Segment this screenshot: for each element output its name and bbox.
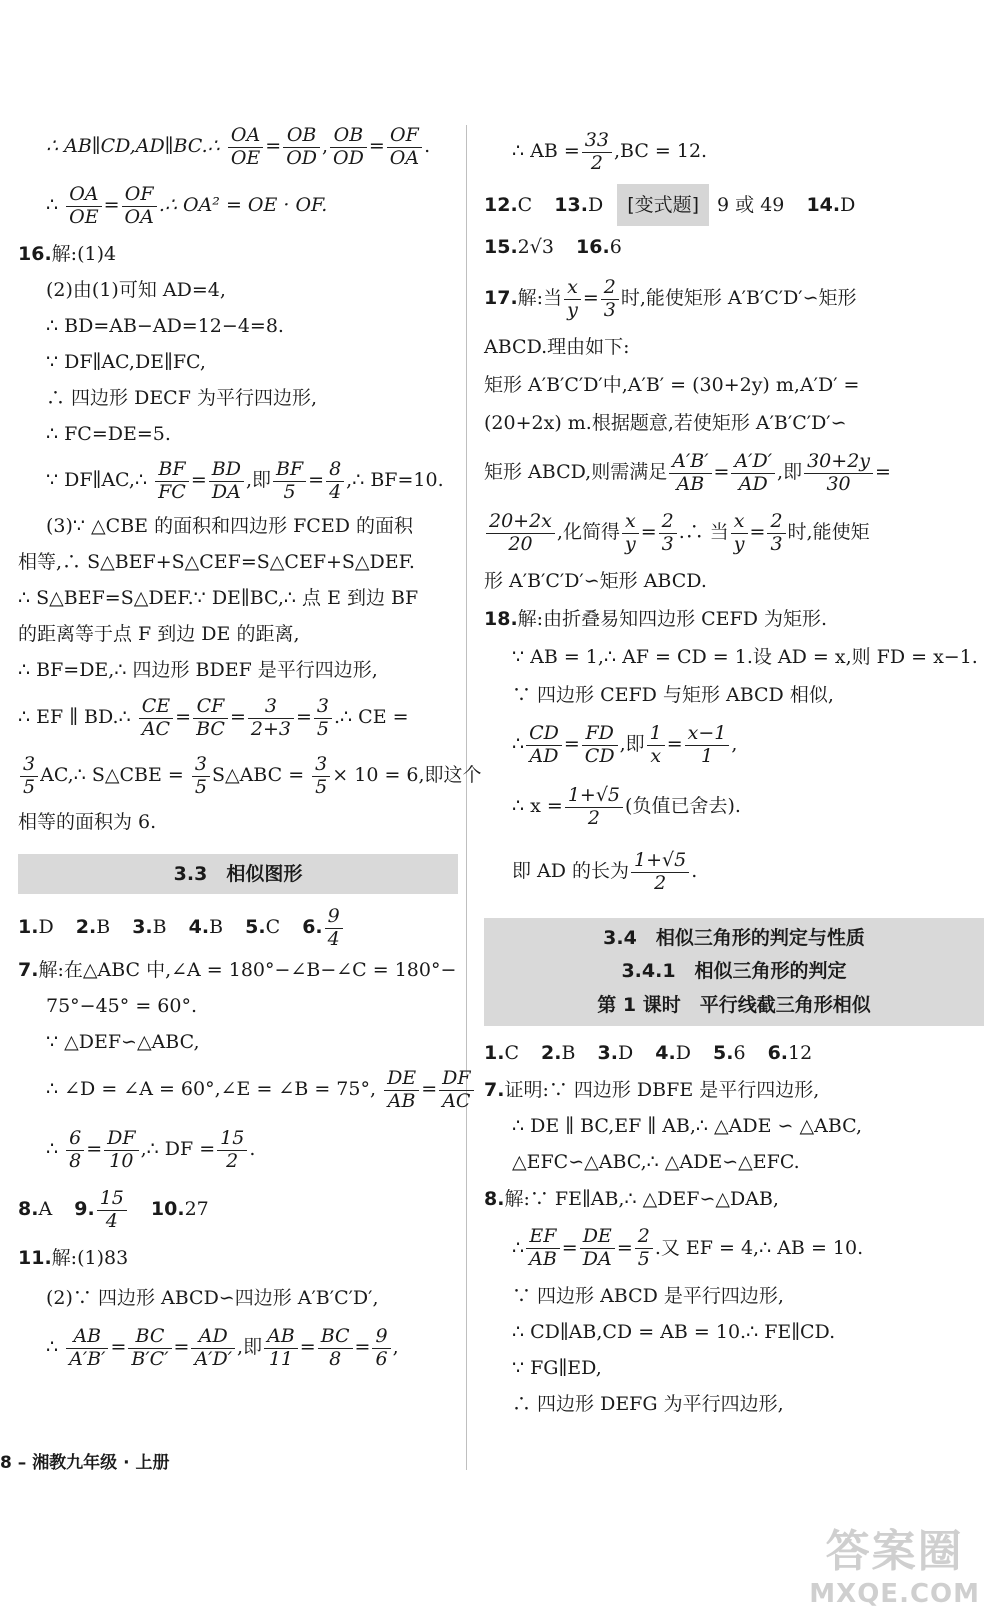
text-line: ∴ $\frac{OA}{OE}$ = $\frac{OF}{OA}$ .∴ OA² = OE · OF. xyxy=(46,182,328,228)
text-line: ∵ DF∥AC,∴ $\frac{BF}{FC}$ = $\frac{BD}{DA}$ ,即 $\frac{BF}{5}$ = $\frac{8}{4}$ ,∴ BF=10. xyxy=(46,457,444,503)
text-line: 矩形 ABCD,则需满足 $\frac{A'B'}{AB}$ = $\frac{A'D'}{AD}$ ,即 $\frac{30+2y}{30}$ = xyxy=(484,449,891,495)
answer-row: 15.2√3 16.6 xyxy=(484,236,622,258)
text-line: ∴ S△BEF=S△DEF.∵ DE∥BC,∴ 点 E 到边 BF xyxy=(18,587,419,609)
lesson-title: 第 1 课时 平行线截三角形相似 xyxy=(597,993,871,1016)
question-8: 8.解:∵ FE∥AB,∴ △DEF∽△DAB, xyxy=(484,1187,779,1210)
text-line: ∴ ∠D = ∠A = 60°,∠E = ∠B = 75°, $\frac{DE}{AB}$ = $\frac{DF}{AC}$ xyxy=(18,1060,458,1118)
page-footer xyxy=(0,1448,169,1473)
section-heading-3-3: 3.3 相似图形 xyxy=(18,854,458,894)
watermark xyxy=(809,1515,980,1609)
text-line: ∴ $\frac{6}{8}$ = $\frac{DF}{10}$ ,∴ DF = $\frac{15}{2}$ . xyxy=(46,1126,256,1172)
text-line: ∴ BD=AB−AD=12−4=8. xyxy=(46,315,284,337)
text-line: ∴ EF ∥ BD.∴ $\frac{CE}{AC}$ = $\frac{CF}{BC}$ = $\frac{3}{2+3}$ = $\frac{3}{5}$ .∴ CE = xyxy=(18,694,409,740)
text-line: ∵ 四边形 CEFD 与矩形 ABCD 相似, xyxy=(512,684,834,706)
text-line: ∵ △DEF∽△ABC, xyxy=(46,1031,200,1053)
text-line: (3)∵ △CBE 的面积和四边形 FCED 的面积 xyxy=(46,515,413,537)
question-11: 11.解:(1)83 xyxy=(18,1247,129,1269)
text-line: ∵ 四边形 ABCD 是平行四边形, xyxy=(512,1284,784,1307)
right-column xyxy=(484,118,984,1422)
question-18: 18.解:由折叠易知四边形 CEFD 为矩形. xyxy=(484,608,828,630)
question-16: 16.解:(1)4 xyxy=(18,243,117,265)
text-line: ∴ AB∥CD,AD∥BC.∴ $\frac{OA}{OE}$ = $\frac{OB}{OD}$ , $\frac{OB}{OD}$ = $\frac{OF}{OA}$ . xyxy=(46,123,431,169)
text-line: ∴ 四边形 DECF 为平行四边形, xyxy=(46,387,317,409)
text-line: (20+2x) m.根据题意,若使矩形 A′B′C′D′∽ xyxy=(484,412,847,434)
book-title: 湘教九年级 · 上册 xyxy=(32,1453,170,1473)
answer-row: 8.A 9. $\frac{15}{4}$ 10.27 xyxy=(18,1186,209,1232)
text-line: ∴ BF=DE,∴ 四边形 BDEF 是平行四边形, xyxy=(18,659,378,681)
column-divider xyxy=(466,125,467,1470)
text-line: (2)由(1)可知 AD=4, xyxy=(46,279,226,301)
text-line: $\frac{3}{5}$ AC,∴ S△CBE = $\frac{3}{5}$ S△ABC = $\frac{3}{5}$ × 10 = 6,即这个 xyxy=(18,746,458,804)
proof-7: 7.证明:∵ 四边形 DBFE 是平行四边形, xyxy=(484,1078,820,1101)
text-line: ∴ $\frac{AB}{A'B'}$ = $\frac{BC}{B'C'}$ = $\frac{AD}{A'D'}$ ,即 $\frac{AB}{11}$ = $\frac{BC}{8}$ = $\frac{9}{6}$ , xyxy=(46,1324,399,1370)
text-line: 相等,∴ S△BEF+S△CEF=S△CEF+S△DEF. xyxy=(18,551,415,573)
text-line: ∵ AB = 1,∴ AF = CD = 1.设 AD = x,则 FD = x−1. xyxy=(512,646,978,668)
text-line: ∴ FC=DE=5. xyxy=(46,423,171,445)
text-line: ∴ x = $\frac{1+√5}{2}$ (负值已舍去). xyxy=(512,783,741,829)
page-number: 8 xyxy=(0,1453,12,1473)
left-column xyxy=(18,118,482,1376)
subsection-title: 3.4.1 相似三角形的判定 xyxy=(621,960,847,983)
text-line: ABCD.理由如下: xyxy=(484,336,630,358)
question-7: 7.解:在△ABC 中,∠A = 180°−∠B−∠C = 180°− xyxy=(18,959,457,981)
text-line: ∵ DF∥AC,DE∥FC, xyxy=(46,351,206,373)
text-line: ∴ $\frac{EF}{AB}$ = $\frac{DE}{DA}$ = $\frac{2}{5}$ .又 EF = 4,∴ AB = 10. xyxy=(512,1225,864,1271)
text-line: 的距离等于点 F 到边 DE 的距离, xyxy=(18,623,300,645)
answer-row: 1.D 2.B 3.B 4.B 5.C 6. $\frac{9}{4}$ xyxy=(18,902,458,952)
section-title: 3.4 相似三角形的判定与性质 xyxy=(603,927,865,949)
answer-row: 1.C 2.B 3.D 4.D 5.6 6.12 xyxy=(484,1041,813,1064)
text-line: 矩形 A′B′C′D′中,A′B′ = (30+2y) m,A′D′ = xyxy=(484,374,860,396)
text-line: ∴ CD∥AB,CD = AB = 10.∴ FE∥CD. xyxy=(512,1320,836,1343)
text-line: 形 A′B′C′D′∽矩形 ABCD. xyxy=(484,570,707,592)
text-line: $\frac{20+2x}{20}$ ,化简得 $\frac{x}{y}$ = $\frac{2}{3}$ .∴ 当 $\frac{x}{y}$ = $\frac{2}{3}$ 时,能使矩 xyxy=(484,502,984,562)
text-line: ∴ AB = $\frac{33}{2}$ ,BC = 12. xyxy=(512,128,708,174)
watermark-logo: 答案圈 xyxy=(825,1526,964,1577)
text-line: 75°−45° = 60°. xyxy=(46,995,197,1017)
text-line: ∴ 四边形 DEFG 为平行四边形, xyxy=(512,1392,784,1415)
answer-row: 12.C 13.D [变式题] 9 或 49 14.D xyxy=(484,184,984,226)
text-line: 相等的面积为 6. xyxy=(18,811,157,833)
text-line: (2)∵ 四边形 ABCD∽四边形 A′B′C′D′, xyxy=(46,1287,379,1309)
section-heading-3-4 xyxy=(484,918,984,1026)
text-line: ∵ FG∥ED, xyxy=(512,1356,602,1379)
text-line: ∴ DE ∥ BC,EF ∥ AB,∴ △ADE ∽ △ABC, xyxy=(512,1114,863,1137)
variant-tag: [变式题] xyxy=(617,184,709,226)
question-17: 17.解:当 $\frac{x}{y}$ = $\frac{2}{3}$ 时,能使矩形 A′B′C′D′∽矩形 xyxy=(484,275,857,321)
text-line: 即 AD 的长为 $\frac{1+√5}{2}$ . xyxy=(512,848,698,894)
footer-separator: – xyxy=(17,1453,27,1473)
text-line: ∴ $\frac{CD}{AD}$ = $\frac{FD}{CD}$ ,即 $\frac{1}{x}$ = $\frac{x-1}{1}$ , xyxy=(512,721,738,767)
watermark-url: MXQE.COM xyxy=(809,1579,980,1609)
text-line: △EFC∽△ABC,∴ △ADE∽△EFC. xyxy=(512,1150,800,1173)
